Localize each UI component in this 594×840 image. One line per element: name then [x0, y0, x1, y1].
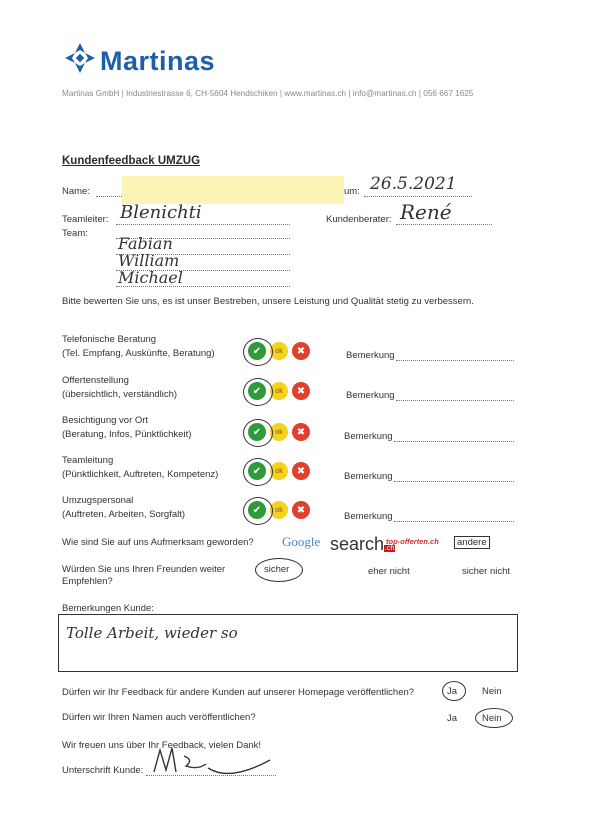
- thumbs-up-icon[interactable]: ✔: [248, 423, 266, 441]
- remarks-box[interactable]: [58, 614, 518, 672]
- ok-hand-icon[interactable]: ok: [270, 501, 288, 519]
- kundenberater-label: Kundenberater:: [326, 214, 392, 225]
- thumbs-up-icon[interactable]: ✔: [248, 501, 266, 519]
- team-member: Fabian: [118, 234, 173, 253]
- remarks-label: Bemerkungen Kunde:: [62, 603, 154, 614]
- brand-name: Martinas: [100, 46, 216, 76]
- remark-field[interactable]: [396, 390, 514, 401]
- ok-hand-icon[interactable]: ok: [270, 342, 288, 360]
- search-option-label: search: [330, 534, 385, 554]
- remark-field[interactable]: [394, 511, 514, 522]
- selection-circle: [243, 419, 273, 447]
- team-member: Michael: [118, 268, 183, 287]
- teamleiter-label: Teamleiter:: [62, 214, 109, 225]
- intro-text: Bitte bewerten Sie uns, es ist unser Bestreben, unsere Leistung und Qualität stetig zu verbessern.: [62, 296, 474, 307]
- thumbs-down-icon[interactable]: ✖: [292, 342, 310, 360]
- rating-subtitle: (Beratung, Infos, Pünktlichkeit): [62, 429, 192, 440]
- name-publish-no[interactable]: Nein: [482, 713, 502, 724]
- remark-field[interactable]: [394, 431, 514, 442]
- remarks-value: Tolle Arbeit, wieder so: [66, 624, 238, 642]
- ok-hand-icon[interactable]: ok: [270, 462, 288, 480]
- name-publish-question: Dürfen wir Ihren Namen auch veröffentlichen?: [62, 712, 256, 723]
- rating-title: Telefonische Beratung: [62, 334, 157, 345]
- remark-label: Bemerkung: [344, 511, 393, 522]
- rating-title: Teamleitung: [62, 455, 114, 466]
- remark-label: Bemerkung: [344, 431, 393, 442]
- rating-title: Offertenstellung: [62, 375, 129, 386]
- thumbs-down-icon[interactable]: ✖: [292, 501, 310, 519]
- publish-no[interactable]: Nein: [482, 686, 502, 697]
- selection-circle: [243, 338, 273, 366]
- search-option-suffix: .ch: [385, 545, 395, 552]
- name-publish-yes[interactable]: Ja: [447, 713, 458, 724]
- signature-scribble: [150, 742, 280, 787]
- teamleiter-value: Blenichti: [120, 202, 202, 223]
- remark-label: Bemerkung: [346, 350, 395, 361]
- recommend-rather-not[interactable]: eher nicht: [368, 566, 410, 577]
- date-value: 26.5.2021: [370, 174, 457, 194]
- remark-label: Bemerkung: [346, 390, 395, 401]
- thumbs-down-icon[interactable]: ✖: [292, 382, 310, 400]
- attention-question: Wie sind Sie auf uns Aufmerksam geworden?: [62, 537, 254, 548]
- selection-circle: [243, 378, 273, 406]
- recommend-question-line2: Empfehlen?: [62, 576, 113, 587]
- thumbs-down-icon[interactable]: ✖: [292, 462, 310, 480]
- martinas-logo-icon: [64, 42, 96, 74]
- remark-label: Bemerkung: [344, 471, 393, 482]
- rating-subtitle: (übersichtlich, verständlich): [62, 389, 178, 400]
- recommend-question: Würden Sie uns Ihren Freunden weiter: [62, 564, 226, 575]
- team-member: William: [118, 251, 180, 270]
- thumbs-up-icon[interactable]: ✔: [248, 382, 266, 400]
- thanks-text: Wir freuen uns über Ihr Feedback, vielen Dank!: [62, 740, 262, 751]
- rating-subtitle: (Auftreten, Arbeiten, Sorgfalt): [62, 509, 186, 520]
- name-label: Name:: [62, 186, 90, 197]
- rating-subtitle: (Pünktlichkeit, Auftreten, Kompetenz): [62, 469, 219, 480]
- other-option[interactable]: andere: [454, 536, 490, 549]
- google-option[interactable]: Google: [282, 534, 321, 549]
- ok-hand-icon[interactable]: ok: [270, 423, 288, 441]
- remark-field[interactable]: [394, 471, 514, 482]
- form-title: Kundenfeedback UMZUG: [62, 155, 201, 167]
- rating-title: Umzugspersonal: [62, 495, 134, 506]
- rating-title: Besichtigung vor Ort: [62, 415, 149, 426]
- selection-circle: [243, 458, 273, 486]
- selection-circle: [243, 497, 273, 525]
- date-label: um:: [344, 186, 360, 197]
- rating-subtitle: (Tel. Empfang, Auskünfte, Beratung): [62, 348, 215, 359]
- recommend-sure-not[interactable]: sicher nicht: [462, 566, 511, 577]
- thumbs-up-icon[interactable]: ✔: [248, 462, 266, 480]
- publish-yes[interactable]: Ja: [447, 686, 458, 697]
- thumbs-down-icon[interactable]: ✖: [292, 423, 310, 441]
- kundenberater-value: René: [400, 200, 452, 224]
- thumbs-up-icon[interactable]: ✔: [248, 342, 266, 360]
- publish-question: Dürfen wir Ihr Feedback für andere Kunden auf unserer Homepage veröffentlichen?: [62, 687, 415, 698]
- team-label: Team:: [62, 228, 88, 239]
- signature-label: Unterschrift Kunde:: [62, 765, 144, 776]
- company-line: Martinas GmbH | Industriestrasse 6, CH-5604 Hendschiken | www.martinas.ch | info@martinas.ch | 056 667 1625: [62, 89, 474, 98]
- ok-hand-icon[interactable]: ok: [270, 382, 288, 400]
- name-redaction: [122, 176, 344, 204]
- remark-field[interactable]: [396, 350, 514, 361]
- recommend-sure[interactable]: sicher: [264, 564, 290, 575]
- top-offerten-option[interactable]: top-offerten.ch: [386, 537, 439, 546]
